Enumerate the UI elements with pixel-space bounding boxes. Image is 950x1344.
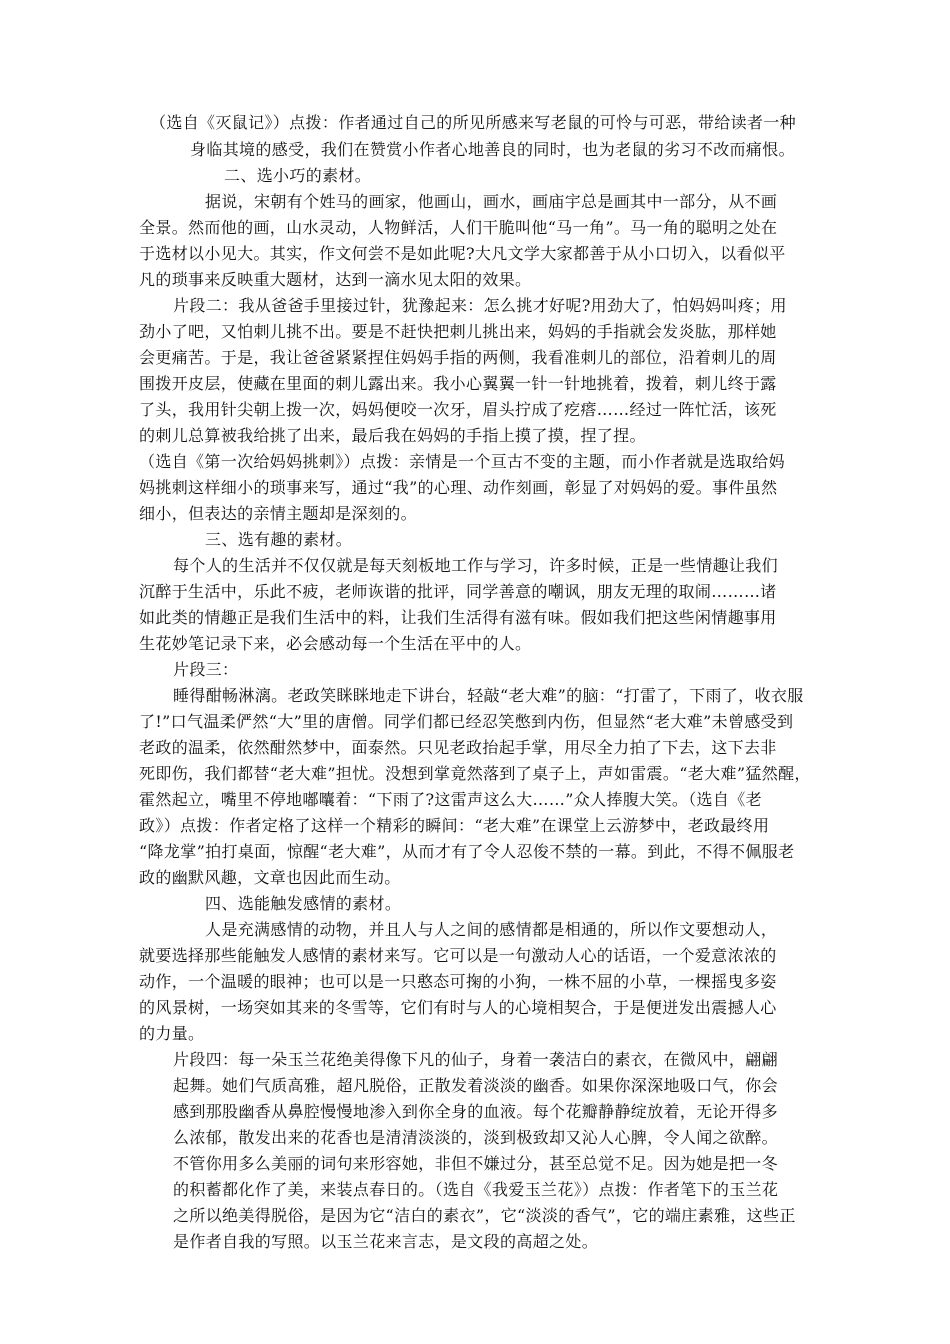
text-line: 睡得酣畅淋漓。老政笑眯眯地走下讲台，轻敲“老大难”的脑：“打雷了，下雨了，收衣服	[173, 686, 804, 705]
text-line: （选自《灭鼠记》）点拨：作者通过自己的所见所感来写老鼠的可怜与可恶，带给读者一种	[150, 113, 797, 132]
text-line: 围拨开皮层，使藏在里面的刺儿露出来。我小心翼翼一针一针地挑着，拨着，刺儿终于露	[139, 374, 777, 393]
text-line: 了头，我用针尖朝上拨一次，妈妈便咬一次牙，眉头拧成了疙瘩……经过一阵忙活，该死	[139, 400, 777, 419]
text-line: 政》）点拨：作者定格了这样一个精彩的瞬间：“老大难”在课堂上云游梦中，老政最终用	[139, 816, 770, 835]
text-line: 不管你用多么美丽的词句来形容她，非但不嫌过分，甚至总觉不足。因为她是把一冬	[173, 1154, 778, 1173]
text-line: 起舞。她们气质高雅，超凡脱俗，正散发着淡淡的幽香。如果你深深地吸口气，你会	[173, 1076, 778, 1095]
text-line: 的力量。	[139, 1024, 205, 1043]
text-line: 身临其境的感受，我们在赞赏小作者心地善良的同时，也为老鼠的劣习不改而痛恨。	[190, 140, 795, 159]
text-line: 如此类的情趣正是我们生活中的料，让我们生活得有滋有味。假如我们把这些闲情趣事用	[139, 608, 777, 627]
text-line: 是作者自我的写照。以玉兰花来言志，是文段的高超之处。	[173, 1232, 599, 1251]
section-heading: 四、选能触发感情的素材。	[205, 894, 402, 913]
text-line: 的刺儿总算被我给挑了出来，最后我在妈妈的手指上摸了摸，捏了捏。	[139, 426, 646, 445]
text-line: 么浓郁，散发出来的花香也是清清淡淡的，淡到极致却又沁人心脾，令人闻之欲醉。	[173, 1128, 778, 1147]
text-line: 动作，一个温暖的眼神；也可以是一只憨态可掬的小狗，一株不屈的小草，一棵摇曳多姿	[139, 972, 777, 991]
text-line: 感到那股幽香从鼻腔慢慢地渗入到你全身的血液。每个花瓣静静绽放着，无论开得多	[173, 1102, 778, 1121]
text-line: 的风景树，一场突如其来的冬雪等，它们有时与人的心境相契合，于是便迸发出震撼人心	[139, 998, 777, 1017]
text-line: 人是充满感情的动物，并且人与人之间的感情都是相通的，所以作文要想动人，	[205, 920, 778, 939]
text-line: 政的幽默风趣，文章也因此而生动。	[139, 868, 401, 887]
text-line: 每个人的生活并不仅仅就是每天刻板地工作与学习，许多时候，正是一些情趣让我们	[173, 556, 778, 575]
text-line: 霍然起立，嘴里不停地嘟囔着：“下雨了?这雷声这么大……”众人捧腹大笑。（选自《老	[139, 790, 762, 809]
text-line: 于选材以小见大。其实，作文何尝不是如此呢?大凡文学大家都善于从小口切入，以看似平	[139, 244, 786, 263]
text-line: 据说，宋朝有个姓马的画家，他画山，画水，画庙宇总是画其中一部分，从不画	[205, 192, 778, 211]
text-line: “降龙掌”拍打桌面，惊醒“老大难”，从而才有了令人忍俊不禁的一幕。到此，不得不佩服老	[139, 842, 795, 861]
text-line: 全景。然而他的画，山水灵动，人物鲜活，人们干脆叫他“马一角”。马一角的聪明之处在	[139, 218, 778, 237]
text-line: 的积蓄都化作了美，来装点春日的。（选自《我爱玉兰花》）点拨：作者笔下的玉兰花	[173, 1180, 779, 1199]
section-heading: 三、选有趣的素材。	[205, 530, 353, 549]
text-line: 沉醉于生活中，乐此不疲，老师诙谐的批评，同学善意的嘲讽，朋友无理的取闹………诸	[139, 582, 777, 601]
text-line: 片段四：每一朵玉兰花绝美得像下凡的仙子，身着一袭洁白的素衣，在微风中，翩翩	[173, 1050, 778, 1069]
text-line: 老政的温柔，依然酣然梦中，面泰然。只见老政抬起手掌，用尽全力拍了下去，这下去非	[139, 738, 777, 757]
text-line: 细小，但表达的亲情主题却是深刻的。	[139, 504, 417, 523]
text-line: 片段三：	[173, 660, 239, 679]
text-line: 凡的琐事来反映重大题材，达到一滴水见太阳的效果。	[139, 270, 532, 289]
text-line: 死即伤，我们都替“老大难”担忧。没想到掌竟然落到了桌子上，声如雷震。“老大难”猛然醒，	[139, 764, 811, 783]
text-line: 劲小了吧，又怕刺儿挑不出。要是不赶快把刺儿挑出来，妈妈的手指就会发炎肱，那样她	[139, 322, 777, 341]
text-line: 就要选择那些能触发人感情的素材来写。它可以是一句激动人心的话语，一个爱意浓浓的	[139, 946, 777, 965]
text-line: 之所以绝美得脱俗，是因为它“洁白的素衣”，它“淡淡的香气”，它的端庄素雅，这些正	[173, 1206, 796, 1225]
text-line: 妈挑刺这样细小的琐事来写，通过“我”的心理、动作刻画，彰显了对妈妈的爱。事件虽然	[139, 478, 778, 497]
section-heading: 二、选小巧的素材。	[224, 166, 372, 185]
text-line: 生花妙笔记录下来，必会感动每一个生活在平中的人。	[139, 634, 532, 653]
text-line: 了!”口气温柔俨然“大”里的唐僧。同学们都已经忍笑憋到内伤，但显然“老大难”未曾感受到	[139, 712, 794, 731]
text-line: 会更痛苦。于是，我让爸爸紧紧捏住妈妈手指的两侧，我看准刺儿的部位，沿着刺儿的周	[139, 348, 777, 367]
text-line: 片段二：我从爸爸手里接过针，犹豫起来：怎么挑才好呢?用劲大了，怕妈妈叫疼；用	[173, 296, 787, 315]
text-line: （选自《第一次给妈妈挑刺》）点拨：亲情是一个亘古不变的主题，而小作者就是选取给妈	[139, 452, 786, 471]
